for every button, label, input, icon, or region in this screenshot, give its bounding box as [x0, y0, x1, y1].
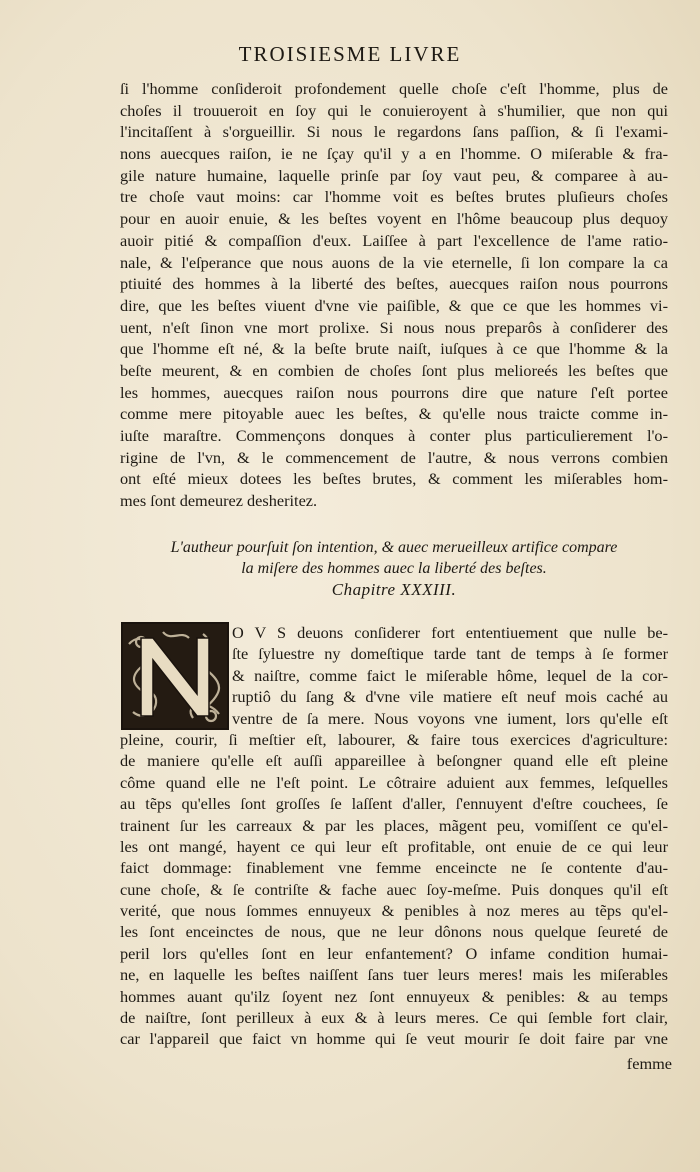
text-line: l'incitaſſent à s'orgueillir. Si nous le regardons ſans paſſion, & ſi l'exami- [120, 122, 668, 142]
text-line: les ſont enceinctes de nous, que ne leur dônons nous quelque ſeureté de [120, 922, 668, 942]
text-line: peril lors qu'elles ſont en leur enfantement? O infame condition humai- [120, 943, 668, 963]
text-line: les ont mangé, hayent ce qui leur eſt profitable, ont enuie de ce qui leur [120, 836, 668, 856]
text-line: choſes il trouueroit en ſoy qui le conuieroyent à s'humilier, que non qui [120, 100, 668, 120]
text-line: au tẽps qu'elles ſont groſſes ſe laſſent d'aller, ſ'ennuyent d'eſtre couchees, ſe [120, 794, 668, 814]
chapter-summary-line: L'autheur pourſuit ſon intention, & auec merueilleux artifice compare [170, 539, 618, 556]
catchword: femme [626, 1054, 672, 1073]
text-line: iuſte maraſtre. Commençons donques à conter plus particulierement l'o- [120, 426, 668, 445]
text-line: uent, n'eſt ſinon vne mort prolixe. Si nous nous preparôs à conſiderer des [120, 317, 668, 337]
text-line: de maniere qu'elle eſt auſſi appareillee à beſongner quand elle eſt pleine [120, 751, 668, 771]
text-line: pour en auoir enuie, & les beſtes voyent en l'hôme beaucoup plus dequoy [120, 209, 668, 229]
text-line: O V S deuons conſiderer fort ententiuement que nulle be- [232, 623, 668, 642]
text-line: verité, que nous ſommes ennuyeux & penibles à noz meres au tẽps qu'el- [120, 901, 668, 921]
text-line: ſi l'homme conſideroit profondement quelle choſe c'eſt l'homme, plus de [120, 79, 668, 98]
text-line: ptiuité des hommes à la liberté des beſtes, auecques raiſon nous pourrons [120, 274, 668, 294]
text-line: mes ſont demeurez desheritez. [120, 491, 318, 511]
main-text-block [120, 78, 668, 512]
text-line: auoir pitié & compaſſion d'eux. Laiſſee à part l'excellence de l'ame ratio- [120, 230, 668, 250]
text-line: nons auecques raiſon, ie ne ſçay qu'il y a en l'homme. O miſerable & fra- [120, 144, 668, 164]
running-head: TROISIESME LIVRE [238, 42, 462, 66]
chapter-number: Chapitre XXXIII. [331, 580, 457, 599]
text-line: dire, que les beſtes viuent d'vne vie paiſible, & que ce que les hommes vi- [120, 295, 668, 315]
text-line: les hommes, auecques raiſon nous pourrons dire que nature ſ'eſt portee [120, 382, 668, 402]
text-line: ne, en laquelle les beſtes naiſſent ſans tuer leurs meres! mais les miſerables [120, 965, 668, 985]
chapter-text-block [120, 622, 668, 1050]
text-line: faict dommage: finablement vne femme enceincte ne ſe contente d'au- [120, 858, 668, 878]
chapter-summary-line: la miſere des hommes auec la liberté des beſtes. [241, 560, 547, 577]
text-line: hommes auant qu'ilz ſoyent nez ſont ennuyeux & penibles: & au temps [120, 986, 668, 1006]
text-line: ſte ſyluestre ny domeſtique tarde tant de temps à ſe former [232, 644, 668, 664]
text-line: comme mere pitoyable auec les beſtes, & qu'elle nous traicte comme in- [120, 404, 668, 424]
text-line: nale, & l'eſperance que nous auons de la vie eternelle, ſi lon compare la ca [120, 252, 668, 272]
text-line: ruptiô du ſang & d'vne vile matiere eſt neuf mois caché au [232, 687, 668, 707]
text-line: beſte meurent, & en combien de choſes ſont plus melioreés les beſtes que [120, 360, 668, 380]
text-line: & naiſtre, comme faict le miſerable hôme, lequel de la cor- [232, 665, 668, 685]
text-line: de naiſtre, ſont perilleux à eux & à leurs meres. Ce qui ſemble fort clair, [120, 1008, 668, 1028]
text-line: tre choſe vaut moins: car l'homme voit es beſtes brutes pluſieurs choſes [120, 187, 668, 207]
text-line: ont eſté mieux dotees les beſtes brutes, & comment les miſerables hom- [120, 469, 668, 489]
text-line: que l'homme eſt né, & la beſte brute naiſt, iuſques à ce que l'homme & la [120, 339, 668, 359]
text-line: gile nature humaine, laquelle prinſe par ſoy vaut peu, & comparee à au- [120, 165, 668, 185]
text-line: ventre de ſa mere. Nous voyons vne iument, lors qu'elle eſt [232, 708, 668, 728]
text-line: rigine de l'vn, & le commencement de l'autre, & nous verrons combien [120, 447, 668, 467]
chapter-heading [120, 537, 668, 600]
text-line: pleine, courir, ſi meſtier eſt, labourer, & faire tous exercices d'agriculture: [120, 729, 668, 749]
text-line: côme quand elle ne l'eſt point. Le côtraire aduient aux femmes, leſquelles [120, 772, 668, 792]
text-line: trainent ſur les carreaux & par les places, mãgent peu, vomiſſent ce qu'el- [120, 815, 668, 835]
text-line: cune choſe, & ſe contriſte & fache auec ſoy-meſme. Puis donques qu'il eſt [120, 879, 668, 899]
text-line: car l'appareil que faict vn homme qui ſe veut mourir ſe doit faire par vne [120, 1029, 668, 1049]
